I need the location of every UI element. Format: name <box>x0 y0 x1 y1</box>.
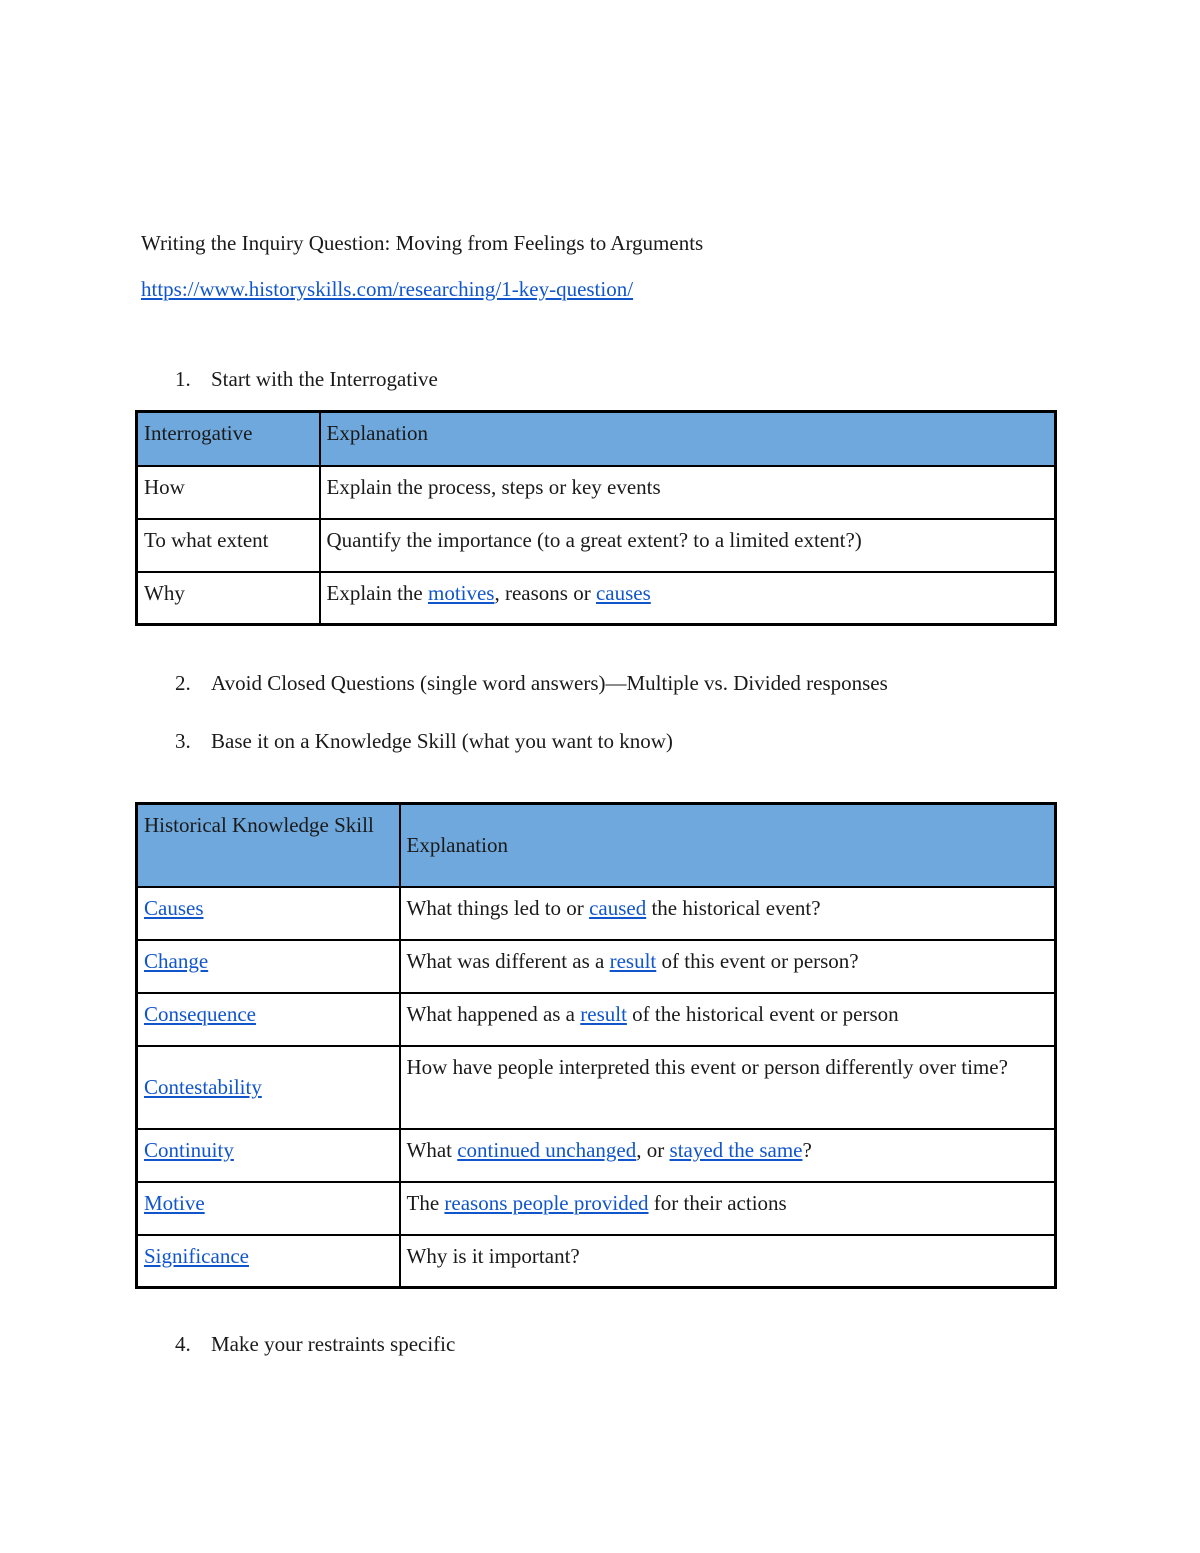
table-row <box>137 1046 1056 1129</box>
step-number: 2. <box>175 671 191 695</box>
explanation-cell: Quantify the importance (to a great extent? to a limited extent?) <box>320 519 1056 572</box>
reference-link[interactable] <box>141 277 633 302</box>
step-2 <box>175 671 888 696</box>
explanation-text: , reasons or <box>494 580 596 605</box>
table-row <box>137 940 1056 993</box>
motives-link[interactable]: motives <box>427 580 495 605</box>
explanation-cell: How have people interpreted this event or person differently over time? <box>400 1046 1056 1129</box>
explanation-text: of the historical event or person <box>626 1001 899 1026</box>
explanation-text: for their actions <box>648 1190 787 1215</box>
step-1 <box>175 367 438 392</box>
table-header-row <box>137 804 1056 887</box>
continued-unchanged-link[interactable]: continued unchanged <box>457 1137 637 1162</box>
table-row <box>137 993 1056 1046</box>
table-row <box>137 1235 1056 1288</box>
explanation-text: What happened as a <box>406 1001 581 1026</box>
explanation-cell <box>400 993 1056 1046</box>
step-text: Make your restraints specific <box>211 1332 456 1356</box>
reasons-people-provided-link[interactable]: reasons people provided <box>444 1190 649 1215</box>
column-header-interrogative: Interrogative <box>137 412 320 466</box>
skill-cell <box>137 940 400 993</box>
step-number: 3. <box>175 729 191 753</box>
explanation-text: ? <box>802 1137 812 1162</box>
table-row <box>137 1129 1056 1182</box>
skill-cell <box>137 1182 400 1235</box>
table-row <box>137 887 1056 940</box>
skill-link-significance[interactable]: Significance <box>144 1243 249 1268</box>
interrogative-cell: Why <box>137 572 320 625</box>
explanation-cell <box>320 572 1056 625</box>
explanation-cell <box>400 940 1056 993</box>
step-3 <box>175 729 673 754</box>
skill-link-causes[interactable]: Causes <box>144 895 204 920</box>
skill-link-change[interactable]: Change <box>144 948 209 973</box>
step-number: 4. <box>175 1332 191 1356</box>
reference-url[interactable]: https://www.historyskills.com/researching/1-key-question/ <box>141 277 634 301</box>
explanation-text: What was different as a <box>406 948 610 973</box>
step-text: Base it on a Knowledge Skill (what you want to know) <box>211 729 673 753</box>
explanation-text: of this event or person? <box>656 948 859 973</box>
interrogative-cell: How <box>137 466 320 519</box>
skill-link-motive[interactable]: Motive <box>144 1190 205 1215</box>
caused-link[interactable]: caused <box>589 895 647 920</box>
table-row <box>137 466 1056 519</box>
skill-cell <box>137 1235 400 1288</box>
table-header-row <box>137 412 1056 466</box>
page-title: Writing the Inquiry Question: Moving from Feelings to Arguments <box>141 231 704 255</box>
explanation-text: The <box>406 1190 445 1215</box>
table-row <box>137 519 1056 572</box>
table-row <box>137 1182 1056 1235</box>
explanation-cell: Explain the process, steps or key events <box>320 466 1056 519</box>
skill-cell <box>137 1046 400 1129</box>
knowledge-skill-table <box>135 802 1057 1289</box>
skill-link-continuity[interactable]: Continuity <box>144 1137 234 1162</box>
step-text: Avoid Closed Questions (single word answers)—Multiple vs. Divided responses <box>211 671 888 695</box>
explanation-text: the historical event? <box>646 895 821 920</box>
explanation-text: , or <box>636 1137 670 1162</box>
explanation-text: What <box>406 1137 458 1162</box>
column-header-explanation: Explanation <box>320 412 1056 466</box>
skill-cell <box>137 887 400 940</box>
explanation-cell <box>400 887 1056 940</box>
column-header-skill: Historical Knowledge Skill <box>137 804 400 887</box>
column-header-explanation: Explanation <box>400 804 1056 887</box>
interrogative-table <box>135 410 1057 626</box>
explanation-text: Explain the <box>326 580 428 605</box>
explanation-cell: Why is it important? <box>400 1235 1056 1288</box>
table-row <box>137 572 1056 625</box>
interrogative-cell: To what extent <box>137 519 320 572</box>
skill-link-consequence[interactable]: Consequence <box>144 1001 256 1026</box>
step-text: Start with the Interrogative <box>211 367 438 391</box>
skill-cell <box>137 1129 400 1182</box>
step-number: 1. <box>175 367 191 391</box>
result-link[interactable]: result <box>580 1001 627 1026</box>
stayed-the-same-link[interactable]: stayed the same <box>669 1137 803 1162</box>
causes-link[interactable]: causes <box>595 580 651 605</box>
result-link[interactable]: result <box>609 948 657 973</box>
explanation-cell <box>400 1129 1056 1182</box>
explanation-text: What things led to or <box>406 895 590 920</box>
explanation-cell <box>400 1182 1056 1235</box>
skill-cell <box>137 993 400 1046</box>
skill-link-contestability[interactable]: Contestability <box>144 1075 262 1099</box>
step-4 <box>175 1332 455 1357</box>
